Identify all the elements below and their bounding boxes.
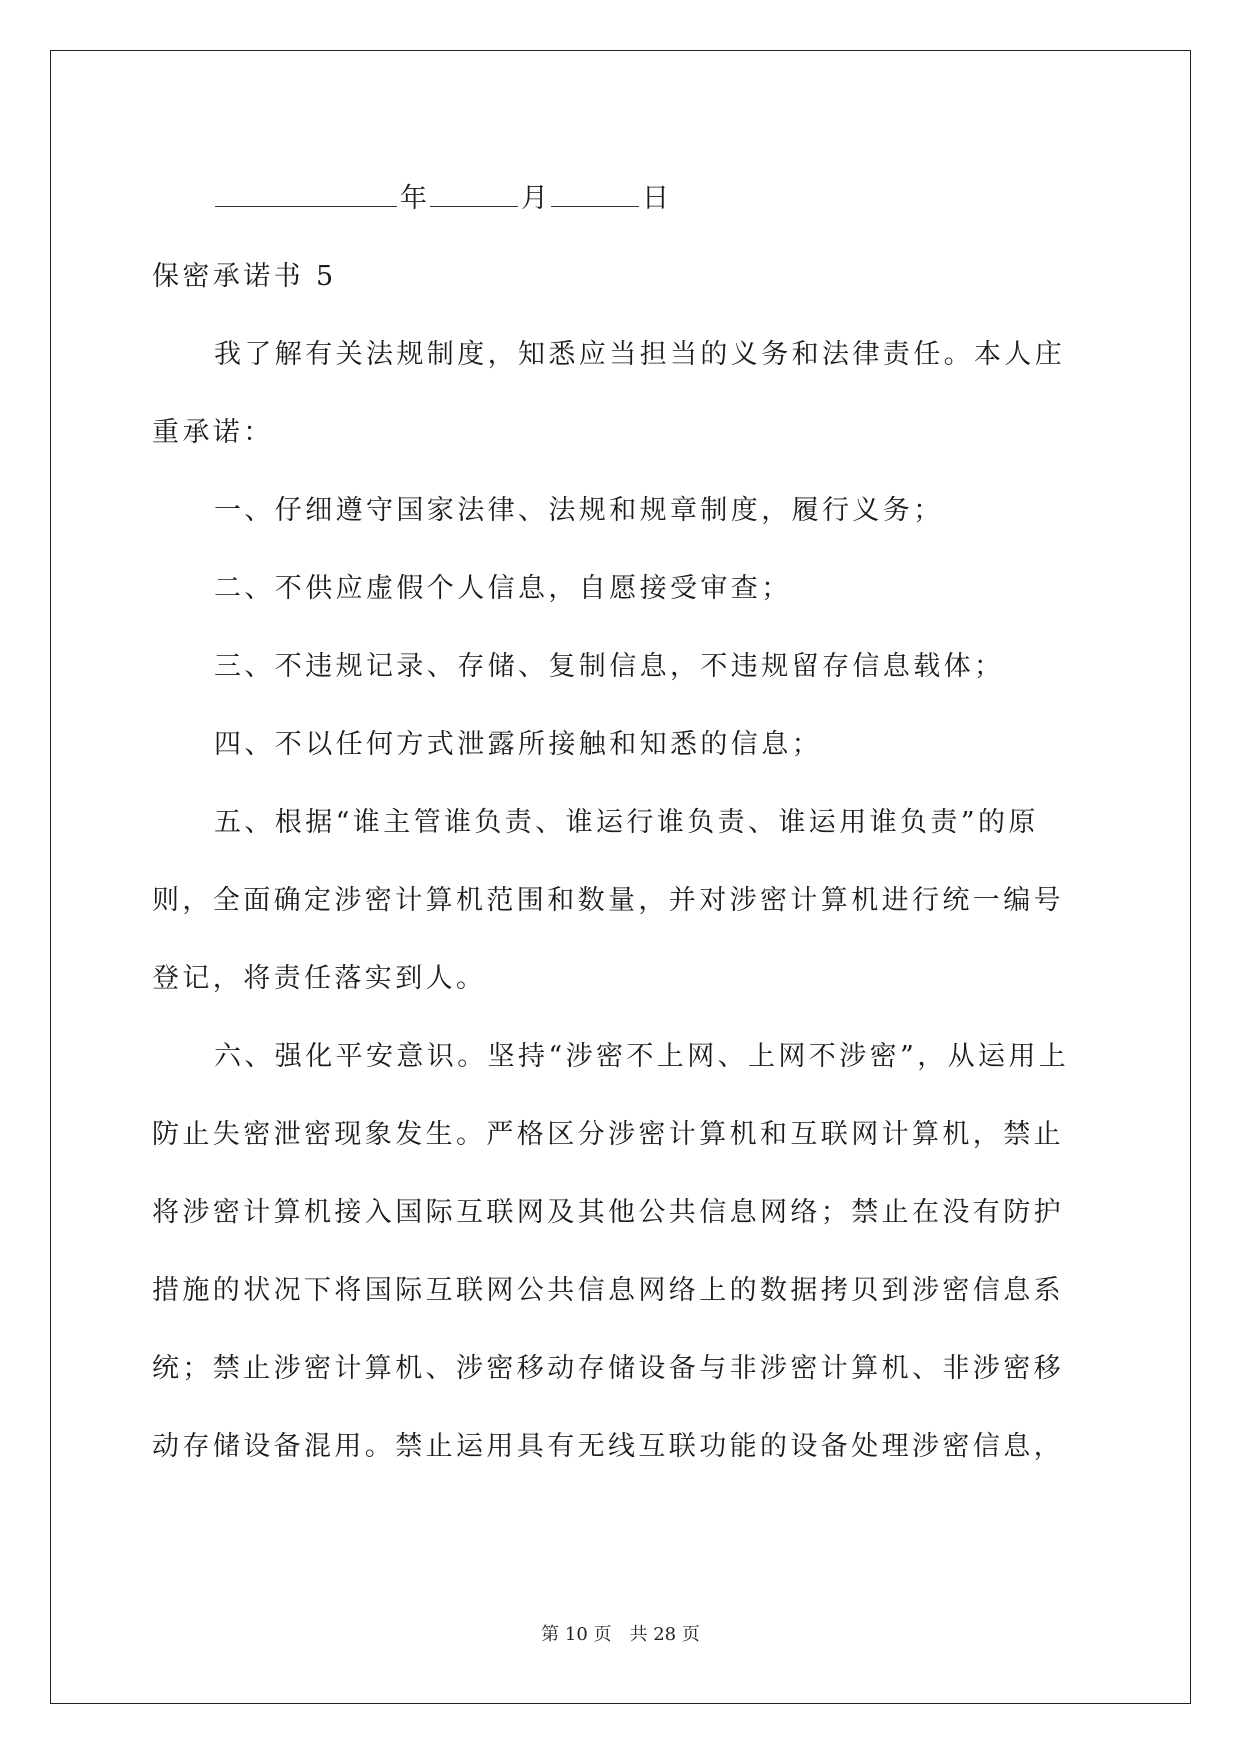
date-line <box>152 160 1090 238</box>
paragraph-line: 二、不供应虚假个人信息，自愿接受审查； <box>214 573 792 604</box>
day-blank <box>551 179 639 207</box>
page-number: 第 10 页 <box>541 1624 612 1645</box>
day-label: 日 <box>642 183 669 214</box>
paragraph-line: 三、不违规记录、存储、复制信息，不违规留存信息载体； <box>214 651 1005 682</box>
month-blank <box>430 179 518 207</box>
page-footer <box>0 1620 1241 1646</box>
year-label: 年 <box>400 183 427 214</box>
paragraph-line: 动存储设备混用。禁止运用具有无线互联功能的设备处理涉密信息， <box>152 1431 1064 1462</box>
paragraph-line: 统；禁止涉密计算机、涉密移动存储设备与非涉密计算机、非涉密移 <box>152 1353 1064 1384</box>
paragraph-line: 措施的状况下将国际互联网公共信息网络上的数据拷贝到涉密信息系 <box>152 1275 1064 1306</box>
paragraph-line: 我了解有关法规制度，知悉应当担当的义务和法律责任。本人庄 <box>214 339 1066 370</box>
paragraph-line: 五、根据“谁主管谁负责、谁运行谁负责、谁运用谁负责”的原 <box>214 807 1039 838</box>
paragraph-line: 登记，将责任落实到人。 <box>152 963 487 994</box>
paragraph-line: 六、强化平安意识。坚持“涉密不上网、上网不涉密”，从运用上 <box>214 1041 1070 1072</box>
paragraph-line: 一、仔细遵守国家法律、法规和规章制度，履行义务； <box>214 495 944 526</box>
paragraph-line: 将涉密计算机接入国际互联网及其他公共信息网络；禁止在没有防护 <box>152 1197 1064 1228</box>
paragraph-line: 四、不以任何方式泄露所接触和知悉的信息； <box>214 729 822 760</box>
document-body <box>152 160 1090 1486</box>
year-blank <box>215 179 397 207</box>
document-title: 保密承诺书 5 <box>152 261 337 292</box>
paragraph-line: 重承诺： <box>152 417 274 448</box>
month-label: 月 <box>521 183 548 214</box>
page-total: 共 28 页 <box>629 1624 700 1645</box>
paragraph-line: 防止失密泄密现象发生。严格区分涉密计算机和互联网计算机，禁止 <box>152 1119 1064 1150</box>
paragraph-line: 则，全面确定涉密计算机范围和数量，并对涉密计算机进行统一编号 <box>152 885 1064 916</box>
